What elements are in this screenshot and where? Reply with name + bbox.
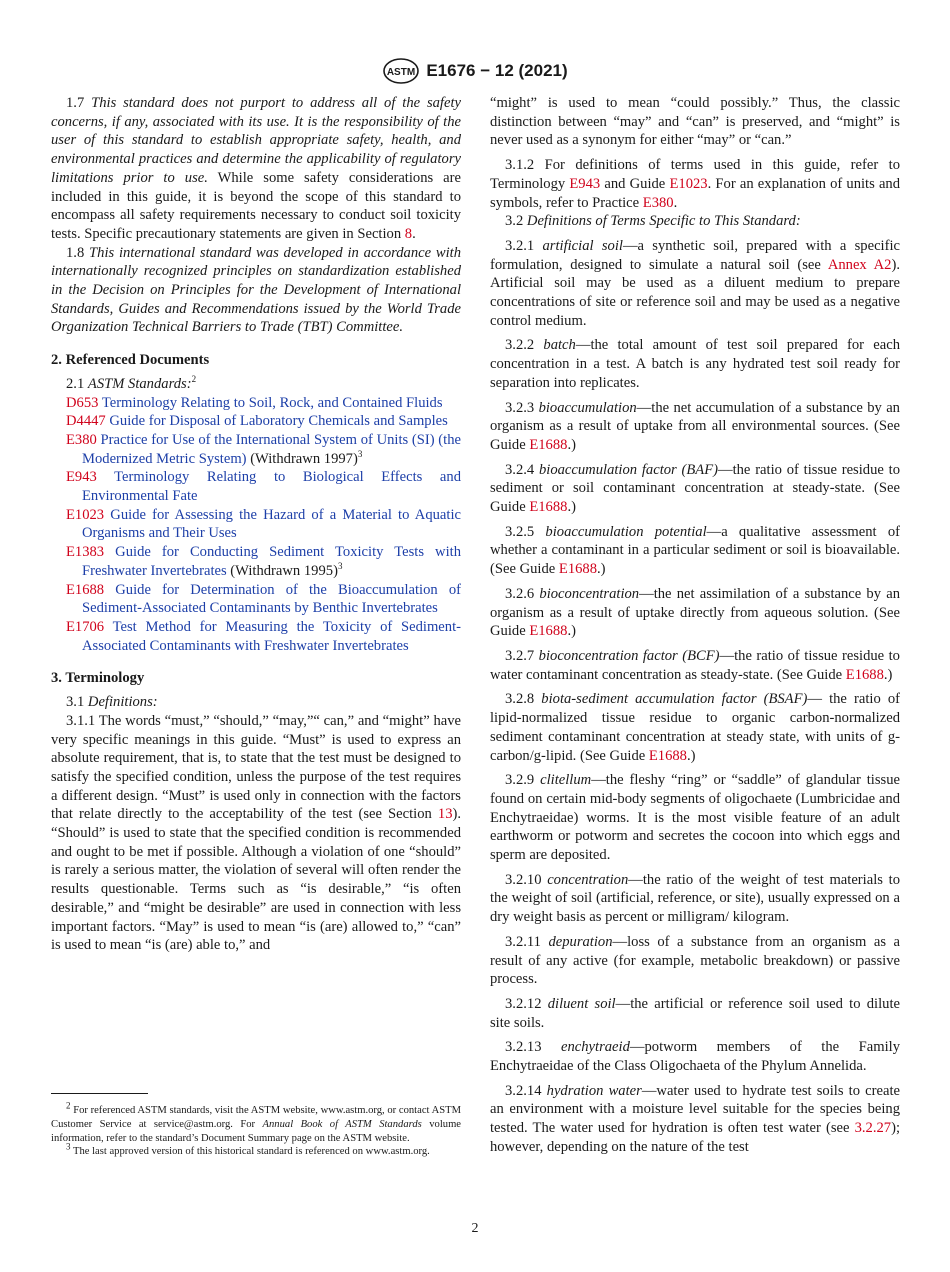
definition-item: 3.2.7 bioconcentration factor (BCF)—the ratio of tissue residue to water contaminant concentration as steady-state. (See Guide E1688.) <box>490 647 900 683</box>
definition-item: 3.2.3 bioaccumulation—the net accumulation of a substance by an organism as a result of uptake from all environmental sources. (See Guide E1688.) <box>490 399 900 453</box>
definition-item: 3.2.1 artificial soil—a synthetic soil, prepared with a specific formulation, designed to simulate a natural soil (see Annex A2). Artificial soil may be used as a diluent medium to prepare concentrations of site or reference soil and may be used as a negative control medium. <box>490 237 900 329</box>
reference-title-link[interactable]: Guide for Conducting Sediment Toxicity Tests with Freshwater Invertebrates <box>82 544 461 579</box>
definition-term: bioaccumulation factor (BAF) <box>538 461 718 478</box>
definition-item: 3.2.13 enchytraeid—potworm members of the Family Enchytraeidae of the Class Oligochaeta of the Phylum Annelida. <box>490 1039 900 1075</box>
reference-item <box>51 468 461 505</box>
paragraph-continuation: “might” is used to mean “could possibly.” Thus, the classic distinction between “may” and “can” is preserved, and “might” is never used as a synonym for either “may” or “can.” <box>490 95 900 149</box>
reference-list <box>51 394 461 656</box>
definition-term: hydration water <box>546 1082 642 1099</box>
footnote-divider <box>51 1093 148 1094</box>
definition-term: batch <box>543 337 576 354</box>
reference-item <box>51 431 461 468</box>
right-column <box>490 94 900 1157</box>
footnote-2: $^2$ For referenced ASTM standards, visit the ASTM website, www.astm.org, or contact ASTM Customer Service at service@astm.org. For Annual Book of ASTM Standards volume information, refer to the standard’s Document Summary page on the ASTM website. <box>51 1100 462 1144</box>
reference-code-link[interactable]: E1023 <box>66 506 105 523</box>
definition-item: 3.2.10 concentration—the ratio of the weight of test materials to the weight of soil (artificial, reference, or site), usually expressed on a dry weight basis as percent or milligram/ kilogram. <box>490 871 900 926</box>
page-number: 2 <box>471 1221 479 1236</box>
reference-link[interactable]: 3.2.27 <box>854 1120 892 1137</box>
reference-title-link[interactable]: Guide for Disposal of Laboratory Chemicals and Samples <box>109 413 448 430</box>
reference-note: (Withdrawn 1997) <box>246 450 358 467</box>
reference-link[interactable]: E1688 <box>648 747 687 764</box>
definition-term: bioaccumulation <box>538 399 637 416</box>
reference-code-link[interactable]: E1688 <box>66 581 105 598</box>
section-heading-3: 3. Terminology <box>51 670 145 687</box>
definition-term: artificial soil <box>542 237 623 254</box>
reference-code-link[interactable]: E380 <box>66 431 97 448</box>
reference-code-link[interactable]: D4447 <box>66 413 106 430</box>
reference-title-link[interactable]: Test Method for Measuring the Toxicity of Sediment-Associated Contaminants with Freshwater Invertebrates <box>82 618 461 654</box>
reference-title-link[interactable]: Guide for Determination of the Bioaccumulation of Sediment-Associated Contaminants by Benthic Invertebrates <box>82 581 461 617</box>
definition-term: bioconcentration <box>539 585 640 602</box>
definition-item: 3.2.4 bioaccumulation factor (BAF)—the ratio of tissue residue to sediment or soil contaminant concentration at steady-state. (See Guide E1688.) <box>490 461 900 516</box>
subsection-3-1: 3.1 Definitions: <box>66 694 158 711</box>
reference-item <box>51 618 461 655</box>
definition-term: bioaccumulation potential <box>545 523 707 540</box>
definition-term: depuration <box>548 933 613 950</box>
reference-title-link[interactable]: Guide for Assessing the Hazard of a Material to Aquatic Organisms and Their Uses <box>82 506 461 542</box>
paragraph-1-8: 1.8 This international standard was developed in accordance with internationally recognized principles on standardization established in the Decision on Principles for the Development of International Standards, Guides and Recommendations issued by the World Trade Organization Technical Barriers to Trade (TBT) Committee. <box>51 244 462 336</box>
definition-term: diluent soil <box>547 995 616 1012</box>
astm-logo-icon <box>382 58 420 84</box>
reference-link[interactable]: E943 <box>569 175 601 192</box>
subsection-2-1: 2.1 ASTM Standards:$^2$ <box>66 373 197 392</box>
reference-link[interactable]: E1023 <box>669 175 708 192</box>
reference-code-link[interactable]: E1383 <box>66 544 105 561</box>
definition-item: 3.2.8 biota-sediment accumulation factor (BSAF)— the ratio of lipid-normalized tissue residue to organic carbon-normalized sediment contaminant concentration at steady state, with units of g-carbon/g-lipid. (See Guide E1688.) <box>490 691 900 764</box>
definition-term: biota-sediment accumulation factor (BSAF) <box>541 691 808 708</box>
paragraph-3-1-2: 3.1.2 For definitions of terms used in this guide, refer to Terminology E943 and Guide E1023. For an explanation of units and symbols, refer to Practice E380. <box>490 157 901 211</box>
footnote-3: $^3$ The last approved version of this historical standard is referenced on www.astm.org. <box>66 1141 430 1158</box>
reference-item <box>51 506 461 543</box>
definition-item: 3.2.14 hydration water—water used to hydrate test soils to create an environment with a moisture level suitable for the species being tested. The water used for hydration is often test water (see 3.2.27); however, depending on the nature of the test <box>490 1082 900 1155</box>
section-link[interactable]: 8 <box>404 225 413 242</box>
reference-sup: 3 <box>337 561 343 572</box>
reference-code-link[interactable]: E1706 <box>66 618 105 635</box>
definition-term: bioconcentration factor (BCF) <box>538 647 720 664</box>
reference-link[interactable]: E380 <box>642 194 674 211</box>
reference-item <box>51 394 461 413</box>
definition-item: 3.2.12 diluent soil—the artificial or reference soil used to dilute site soils. <box>490 995 900 1031</box>
reference-link[interactable]: Annex A2 <box>827 256 892 273</box>
reference-item <box>51 581 461 618</box>
definition-item: 3.2.11 depuration—loss of a substance from an organism as a result of any active (for example, metabolic breakdown) or passive process. <box>490 933 900 988</box>
left-column <box>51 94 461 955</box>
section-heading-2: 2. Referenced Documents <box>51 352 210 369</box>
definition-list <box>490 237 900 1157</box>
reference-link[interactable]: E1688 <box>558 561 598 578</box>
subsection-3-2: 3.2 Definitions of Terms Specific to This Standard: <box>505 213 801 230</box>
paragraph-3-1-1: 3.1.1 The words “must,” “should,” “may,”“ can,” and “might” have very specific meanings in this guide. “Must” is used to express an absolute requirement, that is, to state that the test must be designed to satisfy the specified condition, unless the purpose of the test requires a different design. “Must” is used only in connection with the factors that relate directly to the acceptability of the test (see Section 13). “Should” is used to state that the specified condition is recommended and ought to be met if possible. Although a violation of one “should” is rarely a serious matter, the violation of several will often render the results questionable. Terms such as “is desirable,” “is often desirable,” and “might be desirable” are used in connection with less important factors. “May” is used to mean “is (are) allowed to,” “can” is used to mean “is (are) able to,” and <box>51 712 461 954</box>
reference-item <box>51 412 461 431</box>
reference-note: (Withdrawn 1995) <box>226 562 338 579</box>
definition-item: 3.2.5 bioaccumulation potential—a qualitative assessment of whether a contaminant in a particular sediment or soil is bioavailable. (See Guide E1688.) <box>490 523 900 578</box>
definition-item: 3.2.2 batch—the total amount of test soil prepared for each concentration in a test. A batch is any hydrated test soil ready for separation into replicates. <box>490 337 900 391</box>
reference-title-link[interactable]: Terminology Relating to Biological Effects and Environmental Fate <box>82 469 461 505</box>
reference-code-link[interactable]: D653 <box>66 394 99 411</box>
reference-title-link[interactable]: Practice for Use of the International System of Units (SI) (the Modernized Metric System) <box>82 431 461 467</box>
designation: E1676 − 12 (2021) <box>426 61 568 80</box>
reference-sup: 3 <box>357 448 363 459</box>
footnotes <box>51 1100 462 1159</box>
reference-link[interactable]: E1688 <box>529 623 568 640</box>
reference-link[interactable]: E1688 <box>845 666 884 683</box>
reference-item <box>51 543 461 580</box>
definition-item: 3.2.6 bioconcentration—the net assimilation of a substance by an organism as a result of uptake directly from aqueous solution. (See Guide E1688.) <box>490 585 900 640</box>
definition-term: concentration <box>547 871 629 888</box>
reference-link[interactable]: E1688 <box>529 499 568 516</box>
svg-text:ASTM: ASTM <box>387 67 416 78</box>
definition-item: 3.2.9 clitellum—the fleshy “ring” or “saddle” of glandular tissue found on certain mid-body segments of oligochaete (Lumbricidae and Enchytraeidae) worms. It is the most visible feature of an adult earthworm or potworm and secretes the cocoon into which eggs and sperm are deposited. <box>490 772 900 864</box>
reference-title-link[interactable]: Terminology Relating to Soil, Rock, and Contained Fluids <box>101 394 443 411</box>
paragraph-1-7: 1.7 This standard does not purport to address all of the safety concerns, if any, associated with its use. It is the responsibility of the user of this standard to establish appropriate safety, health, and environmental practices and determine the applicability of regulatory limitations prior to use. While some safety considerations are included in this guide, it is beyond the scope of this standard to encompass all safety requirements necessary to conduct soil toxicity tests. Specific precautionary statements are given in Section 8. <box>51 95 461 242</box>
reference-code-link[interactable]: E943 <box>66 469 97 486</box>
definition-term: enchytraeid <box>560 1039 630 1056</box>
definition-term: clitellum <box>540 772 592 789</box>
page-header <box>0 58 950 84</box>
section-link[interactable]: 13 <box>437 806 453 823</box>
reference-link[interactable]: E1688 <box>529 436 568 453</box>
